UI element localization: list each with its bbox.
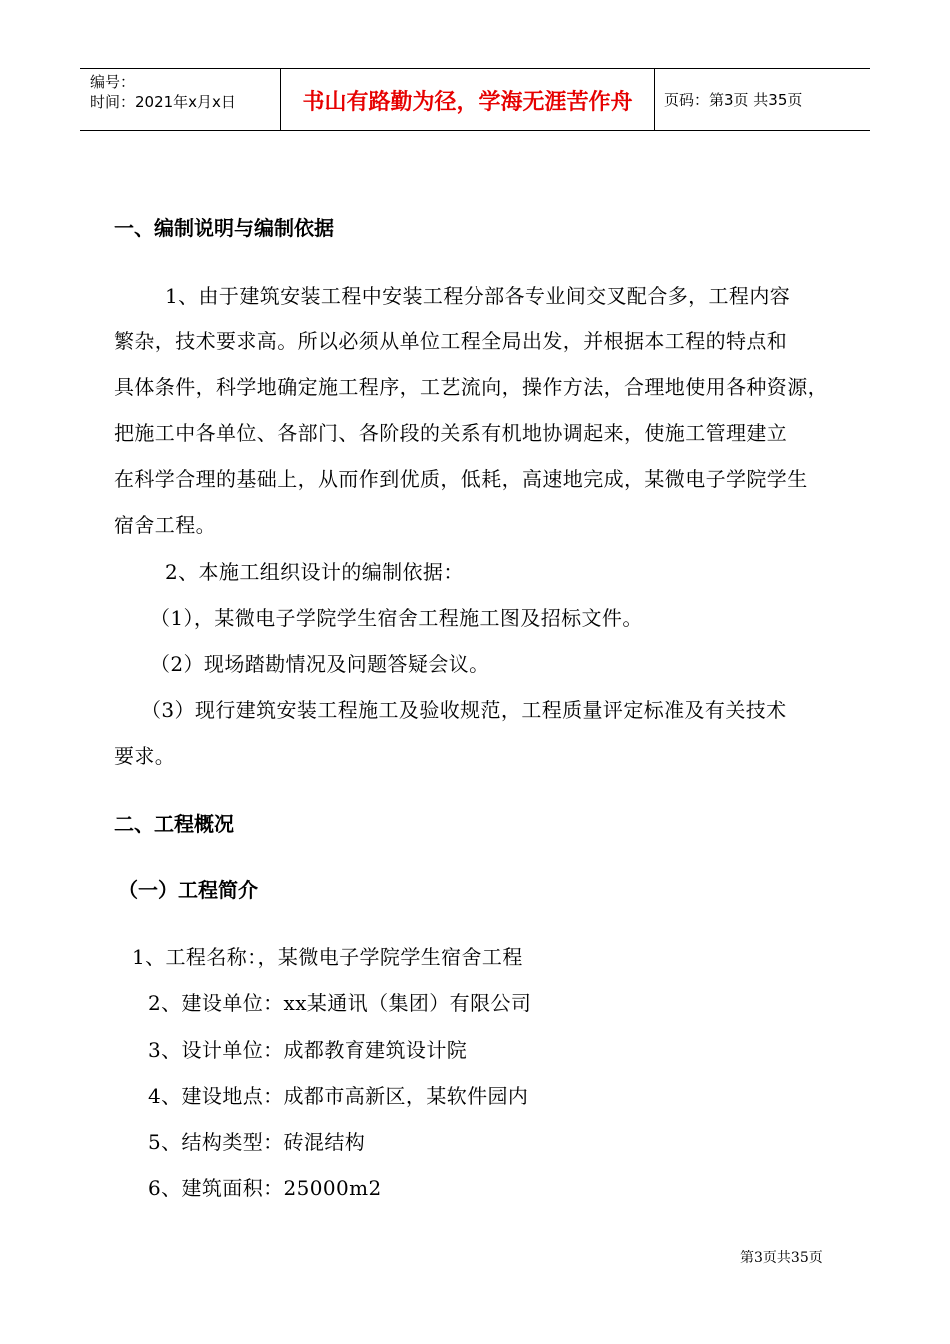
para1-line: 在科学合理的基础上，从而作到优质，低耗，高速地完成，某微电子学院学生 [114, 467, 808, 491]
header-number-label: 编号： [90, 73, 136, 91]
basis-item-1: （1），某微电子学院学生宿舍工程施工图及招标文件。 [150, 606, 643, 630]
para2: 2、本施工组织设计的编制依据： [165, 560, 464, 584]
section2-title: 二、工程概况 [114, 812, 234, 836]
header-time-label: 时间：2021年x月x日 [90, 93, 236, 111]
basis-item-3-line2: 要求。 [114, 744, 176, 768]
section1-title: 一、编制说明与编制依据 [114, 216, 334, 240]
para1-line: 把施工中各单位、各部门、各阶段的关系有机地协调起来，使施工管理建立 [114, 421, 788, 445]
project-item: 4、建设地点：成都市高新区，某软件园内 [148, 1084, 529, 1108]
project-item: 6、建筑面积：25000m2 [148, 1176, 382, 1200]
para1-line: 具体条件，科学地确定施工程序，工艺流向，操作方法，合理地使用各种资源， [114, 375, 828, 399]
section2-subtitle: （一）工程简介 [118, 878, 258, 902]
page-footer: 第3页共35页 [740, 1250, 823, 1266]
header-page-label: 页码：第3页 共35页 [664, 91, 803, 109]
project-item: 5、结构类型：砖混结构 [148, 1130, 366, 1154]
header-motto: 书山有路勤为径，学海无涯苦作舟 [281, 69, 655, 130]
para1-line: 宿舍工程。 [114, 513, 216, 537]
header-left-cell [80, 69, 281, 130]
para1-line: 繁杂，技术要求高。所以必须从单位工程全局出发，并根据本工程的特点和 [114, 329, 788, 353]
project-item: 3、设计单位：成都教育建筑设计院 [148, 1038, 468, 1062]
para1-line: 1、由于建筑安装工程中安装工程分部各专业间交叉配合多，工程内容 [165, 284, 791, 308]
page-header [80, 68, 870, 131]
project-item: 2、建设单位：xx某通讯（集团）有限公司 [148, 991, 532, 1015]
basis-item-3-line1: （3）现行建筑安装工程施工及验收规范，工程质量评定标准及有关技术 [141, 698, 787, 722]
basis-item-2: （2）现场踏勘情况及问题答疑会议。 [150, 652, 490, 676]
project-item: 1、工程名称：，某微电子学院学生宿舍工程 [132, 945, 523, 969]
